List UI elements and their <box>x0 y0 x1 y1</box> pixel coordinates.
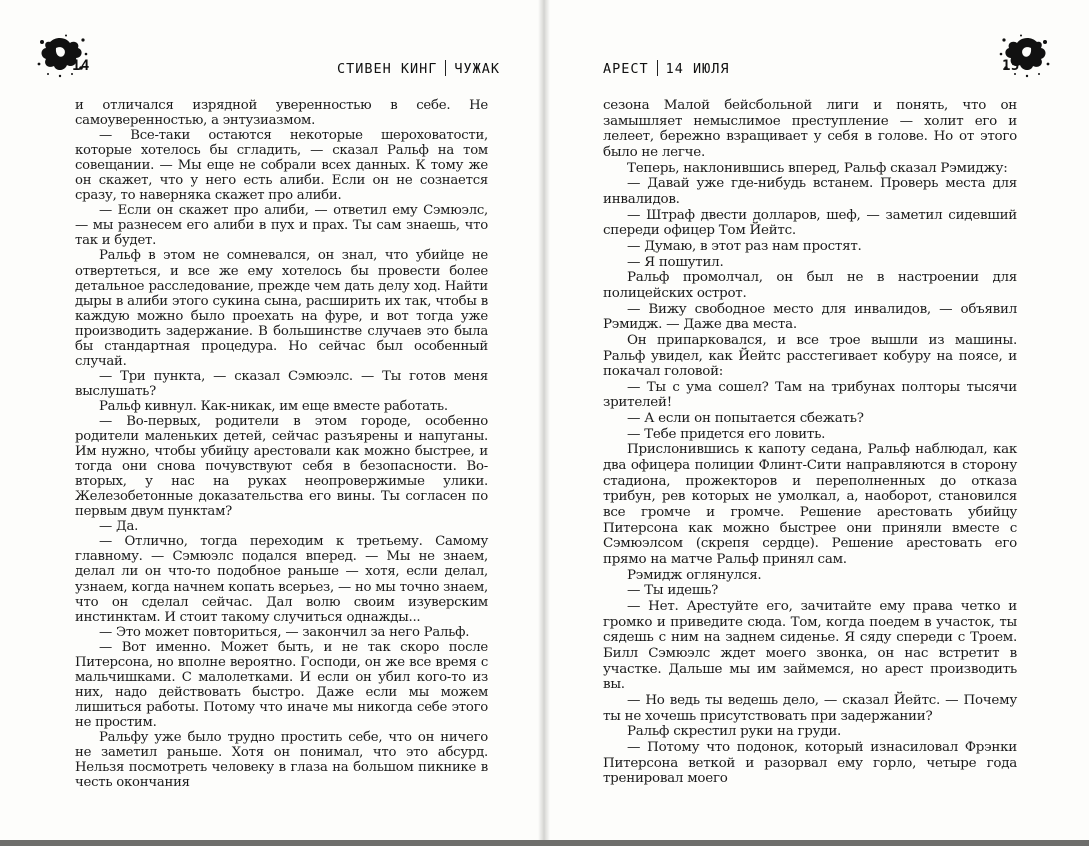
page-number: 14 <box>72 58 90 74</box>
paragraph: — Потому что подонок, который изнасиловал Фрэнки Питерсона веткой и разорвал ему горло, четыре года тренировал моего <box>603 739 1017 787</box>
paragraph: — Все-таки остаются некоторые шероховатости, которые хотелось бы сгладить, — сказал Ральф на том совещании. — Мы еще не собрали всех данных. К тому же он скажет, что у него есть алиби. Если он не сознается сразу, то наверняка скажет про алиби. <box>75 128 488 204</box>
paragraph: Ральф кивнул. Как-никак, им еще вместе работать. <box>99 398 448 414</box>
paragraph: — Тебе придется его ловить. <box>627 426 826 442</box>
paragraph: и отличался изрядной уверенностью в себе. Не самоуверенностью, а энтузиазмом. <box>75 98 488 129</box>
paragraph: — Вижу свободное место для инвалидов, — объявил Рэмидж. — Даже два места. <box>603 301 1017 333</box>
paragraph: сезона Малой бейсбольной лиги и понять, что он замышляет немыслимое преступление — холит его и лелеет, бережно взращивает у себя в голове. Но от этого было не легче. <box>603 98 1017 160</box>
paragraph: Ральф скрестил руки на груди. <box>627 724 842 740</box>
paragraph: — Штраф двести долларов, шеф, — заметил сидевший спереди офицер Том Йейтс. <box>603 207 1017 239</box>
right-page <box>546 0 1089 846</box>
running-head <box>337 60 500 77</box>
paragraph: — Я пошутил. <box>627 254 724 270</box>
page-number: 15 <box>1002 58 1020 74</box>
paragraph: — Вот именно. Может быть, и не так скоро после Питерсона, но вполне вероятно. Господи, он же все время с мальчишками. С малолетками. И если он убил кого-то из них, надо действовать быстро. Даже если мы можем лишиться работы. Потому что иначе мы никогда себе этого не простим. <box>75 639 488 730</box>
running-head-title: ЧУЖАК <box>454 61 500 77</box>
paragraph: — Нет. Арестуйте его, зачитайте ему права четко и громко и приведите сюда. Том, когда поедем в участок, ты сядешь с ним на заднем сиденье. Я сяду спереди с Троем. Билл Сэмюэлс ждет моего звонка, он нас встретит в участке. Дальше мы им займемся, но арест производить вы. <box>603 599 1017 693</box>
body-text <box>75 98 488 790</box>
paragraph: Рэмидж оглянулся. <box>627 567 762 583</box>
book-gutter <box>538 0 550 846</box>
paragraph: — А если он попытается сбежать? <box>627 411 864 427</box>
body-text <box>603 98 1017 787</box>
paragraph: Прислонившись к капоту седана, Ральф наблюдал, как два офицера полиции Флинт-Сити направляются в сторону стадиона, прожекторов и переполненных до отказа трибун, рев которых не умолкал, а, наоборот, становился все громче и громче. Решение арестовать убийцу Питерсона как можно быстрее они приняли вместе с Сэмюэлсом (скрепя сердце). Решение арестовать его прямо на матче Ральф принял сам. <box>603 442 1017 568</box>
paragraph: Теперь, наклонившись вперед, Ральф сказал Рэмиджу: <box>627 160 1008 176</box>
paragraph: — Думаю, в этот раз нам простят. <box>627 238 862 254</box>
running-head-section: АРЕСТ <box>603 61 649 77</box>
paragraph: Ральф в этом не сомневался, он знал, что убийце не отвертеться, и все же ему хотелось бы провести более детальное расследование, прежде чем дать делу ход. Найти дыры в алиби этого сукина сына, расширить их так, чтобы в каждую можно было проехать на фуре, и вот тогда уже производить задержание. В большинстве случаев это была бы стандартная процедура. Но сейчас был особенный случай. <box>75 248 488 369</box>
bottom-edge <box>0 840 1089 846</box>
paragraph: — Отлично, тогда переходим к третьему. Самому главному. — Сэмюэлс подался вперед. — Мы не знаем, делал ли он что-то подобное раньше — хотя, если делал, узнаем, когда начнем копать всерьез, — но мы точно знаем, что он сделал сейчас. Дал волю своим изуверским инстинктам. И стоит такому случиться однажды... <box>75 534 488 625</box>
left-page <box>0 0 542 846</box>
paragraph: — Если он скажет про алиби, — ответил ему Сэмюэлс, — мы разнесем его алиби в пух и прах. Ты сам знаешь, что так и будет. <box>75 203 488 249</box>
paragraph: — Давай уже где-нибудь встанем. Проверь места для инвалидов. <box>603 176 1017 207</box>
paragraph: — Но ведь ты ведешь дело, — сказал Йейтс. — Почему ты не хочешь присутствовать при задержании? <box>603 692 1017 724</box>
paragraph: Ральф промолчал, он был не в настроении для полицейских острот. <box>603 270 1017 301</box>
running-head-separator <box>657 60 658 76</box>
paragraph: — Ты идешь? <box>627 583 719 599</box>
paragraph: — Да. <box>99 519 139 535</box>
running-head-date: 14 ИЮЛЯ <box>665 61 730 77</box>
paragraph: Ральфу уже было трудно простить себе, что он ничего не заметил раньше. Хотя он понимал, что это абсурд. Нельзя посмотреть человеку в глаза на большом пикнике в честь окончания <box>75 729 488 791</box>
paragraph: Он припарковался, и все трое вышли из машины. Ральф увидел, как Йейтс расстегивает кобуру на поясе, и покачал головой: <box>603 332 1017 380</box>
paragraph: — Во-первых, родители в этом городе, особенно родители маленьких детей, сейчас разъярены и напуганы. Им нужно, чтобы убийцу арестовали как можно быстрее, и тогда они снова почувствуют себя в безопасности. Во-вторых, у нас на руках неопровержимые улики. Железобетонные доказательства его вины. Ты согласен по первым двум пунктам? <box>75 413 488 520</box>
paragraph: — Это может повториться, — закончил за него Ральф. <box>99 624 470 640</box>
paragraph: — Ты с ума сошел? Там на трибунах полторы тысячи зрителей! <box>603 379 1017 411</box>
running-head-author: СТИВЕН КИНГ <box>336 61 438 77</box>
paragraph: — Три пункта, — сказал Сэмюэлс. — Ты готов меня выслушать? <box>75 368 488 399</box>
running-head-separator <box>445 60 446 76</box>
running-head <box>603 60 730 77</box>
